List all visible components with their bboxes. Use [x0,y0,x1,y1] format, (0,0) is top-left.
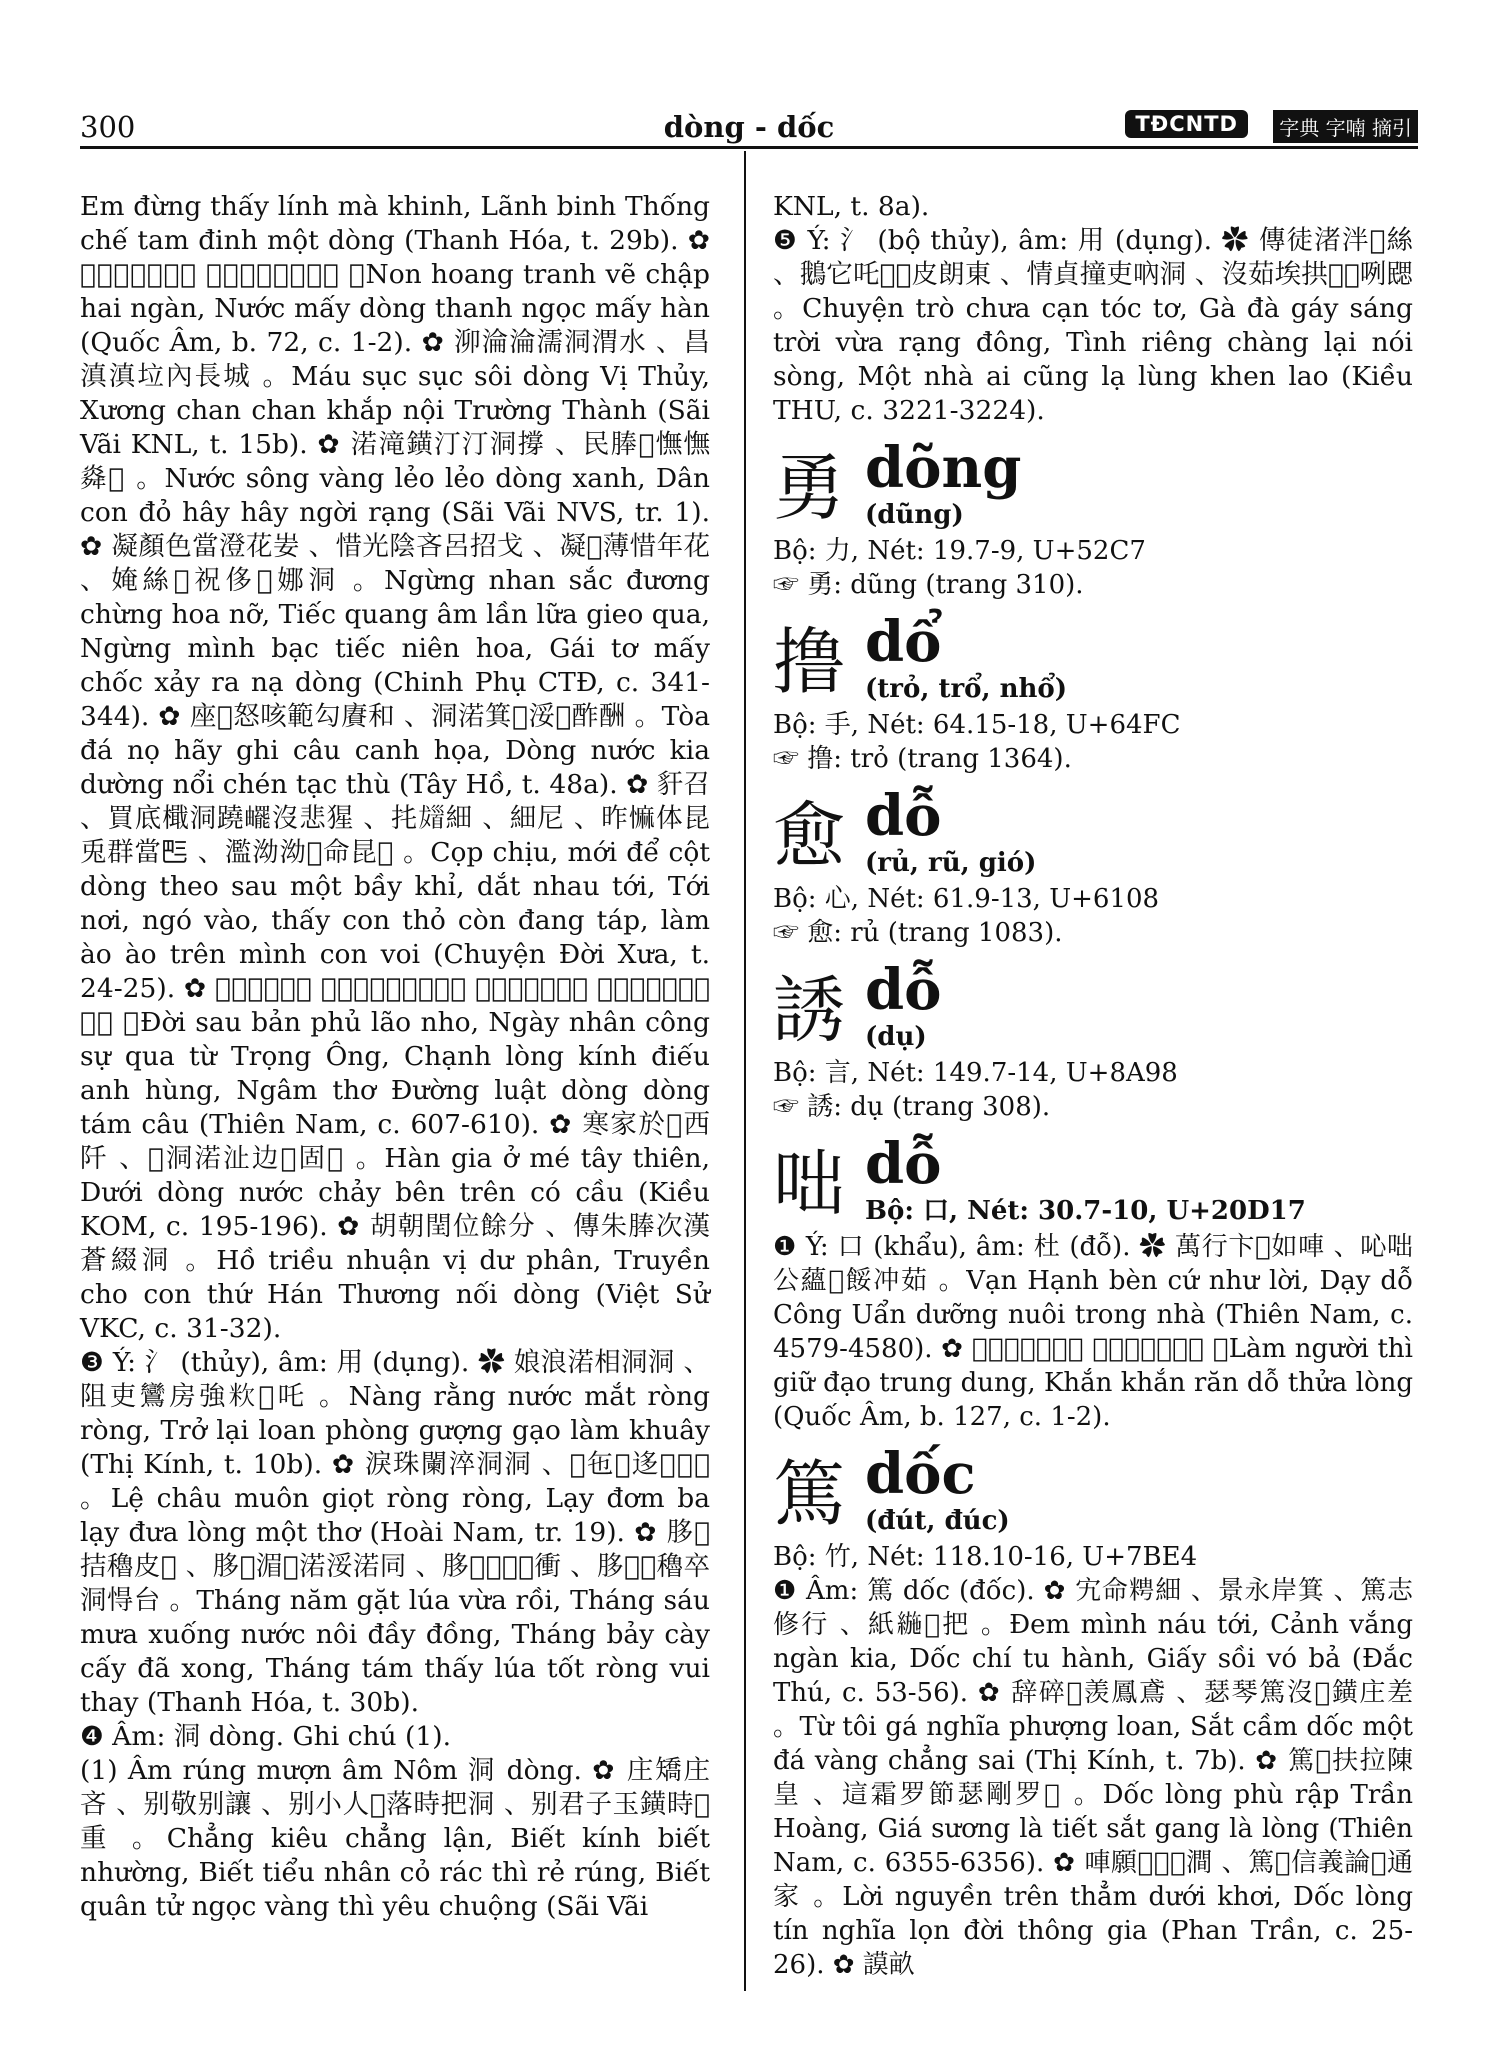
entry-text: ❸ Ý: 氵 (thủy), âm: 用 (dụng). ✿ 娘浪渃相洞洞 、阻吏鸞房強𥸷𡖼吒 。Nàng rằng nước mắt ròng ròng, Trở lại loan phòng gượng gạo làm khuây (Thị Kính, t. 10b). ✿ 淚珠闌淬洞洞 、𢬣㐌𢬣迻𢚸𠁀𤵾 。Lệ châu muôn giọt ròng ròng, Lạy đơm ba lạy đưa lòng một thơ (Hoài Nam, tr. 19). ✿ 䏧𦁀拮穭皮𣠥 、䏧𠇮湄𥗃渃浽渃同 、䏧𢶢𦓿𣗓𡀮衝 、䏧𠦳𦹵穭卒洞㥂台 。Tháng năm gặt lúa vừa rồi, Tháng sáu mưa xuống nước nôi đầy đồng, Tháng bảy cày cấy đã xong, Tháng tám thấy lúa tốt ròng vui thay (Thanh Hóa, t. 30b). [80,1347,710,1718]
entry-headword: dổ [865,609,942,675]
header-rule [80,146,1418,149]
entry-text: ❶ Ý: 口 (khẩu), âm: 杜 (đỗ). ✿ 萬行卞𢭮如唓 、吣咄公蘊𩛷餒冲茹 。Vạn Hạnh bèn cứ như lời, Dạy dỗ Công Uẩn dưỡng nuôi trong nhà (Thiên Nam, c. 4579-4580). ✿ 𡗉得𢪏渚道中庸 、𢘾𢘾𠼦咄所𢚸 。Làm người thì giữ đạo trung dung, Khắn khắn răn dỗ thửa lòng (Quốc Âm, b. 127, c. 1-2). [773,1232,1413,1432]
entry-radical: Bộ: 口, Nét: 30.7-10, U+20D17 [865,1196,1306,1226]
left-column [80,190,710,1924]
entry-headword: dỗ [865,783,942,849]
dict-entry [773,1131,1413,1434]
entry-crossref: ☞ 愈: rủ (trang 1083). [773,918,1063,948]
dict-entry [773,957,1413,1124]
entry-headword: dỗ [865,1131,942,1197]
entry-character: 篤 [773,1452,846,1536]
entry-character: 勇 [773,446,846,530]
dict-entry [773,1441,1413,1982]
entry-headword: dỗ [865,957,942,1023]
entry-text: ❶ Âm: 篤 dốc (đốc). ✿ 宄命𥺒細 、景永岸箕 、篤志修行 、紙𦂛𢂎把 。Đem mình náu tới, Cảnh vắng ngàn kia, Dốc chí tu hành, Giấy sồi vó bả (Đắc Thú, c. 53-56). ✿ 辞碎𡛔羡鳳鳶 、瑟琴篤沒𥒥鐄庄差 。Từ tôi gá nghĩa phượng loan, Sắt cầm dốc một đá vàng chẳng sai (Thị Kính, t. 7b). ✿ 篤𢚸扶拉陳皇 、這霜罗節瑟剛罗𢚸 。Dốc lòng phù rập Trần Hoàng, Giá sương là tiết sắt gang là lòng (Thiên Nam, c. 6355-6356). ✿ 唓願𨕭𣼽𨑜澗 、篤𢚸信義論𦹵通家 。Lời nguyền trên thẳm dưới khơi, Dốc lòng tín nghĩa lọn đời thông gia (Phan Trần, c. 25-26). ✿ 謨畝 [773,1576,1413,1980]
series-logo: TĐCNTD [1125,110,1248,138]
dict-entry [773,435,1413,602]
entry-readings: (đút, đúc) [865,1506,1010,1536]
entry-head [773,609,1413,708]
entry-readings: (dũng) [865,500,964,530]
entry-head [773,783,1413,882]
entry-text: KNL, t. 8a). [773,191,930,222]
entry-head [773,1441,1413,1540]
dict-entry [773,783,1413,950]
page-number: 300 [80,110,136,144]
entry-head [773,435,1413,534]
entry-head [773,1131,1413,1230]
dict-entry [773,609,1413,776]
entry-readings: (dụ) [865,1022,927,1052]
entry-radical: Bộ: 言, Nét: 149.7-14, U+8A98 [773,1058,1178,1088]
dictionary-logo: 字典 字喃 摘引 [1273,110,1418,143]
entry-text: Em đừng thấy lính mà khinh, Lãnh binh Thống chế tam đinh một dòng (Thanh Hóa, t. 29b). ✿ 𡎝荒幀尾蟄𡶀岸 、渃𡗉洞清玉𡗉寒 。Non hoang tranh vẽ chập hai ngàn, Nước mấy dòng thanh ngọc mấy hàn (Quốc Âm, b. 72, c. 1-2). ✿ 泖淪淪濡洞渭水 、昌滇滇垃內長城 。Máu sục sục sôi dòng Vị Thủy, Xương chan chan khắp nội Trường Thành (Sãi Vãi KNL, t. 15b). ✿ 渃滝鐄汀汀洞撐 、民䏾𧋆憮憮㷠𤈜 。Nước sông vàng lẻo lẻo dòng xanh, Dân con đỏ hây hây ngời rạng (Sãi Vãi NVS, tr. 1). ✿ 凝顏色當澄花妛 、惜光陰吝呂招戈 、凝𩢬薄惜年花 、㛪絲𡗉祝侈𠑬娜洞 。Ngừng nhan sắc đương chừng hoa nỡ, Tiếc quang âm lần lữa gieo qua, Ngừng mình bạc tiếc niên hoa, Gái tơ mấy chốc xảy ra nạ dòng (Chinh Phụ CTĐ, c. 341-344). ✿ 座𥒥怒咳範勾賡和 、洞渃箕𩵜浽𢭸酢酬 。Tòa đá nọ hãy ghi câu canh họa, Dòng nước kia dường nổi chén tạc thù (Tây Hồ, t. 48a). ✿ 豻召 、買底檝洞蹺𤳸沒悲猩 、扥𩠖細 、細尼 、昨𢠩体昆兎群當𠀧 、濫泑泑𨖅命昆𤠄 。Cọp chịu, mới để cột dòng theo sau một bầy khỉ, dắt nhau tới, Tới nơi, ngó vào, thấy con thỏ còn đang táp, làm ào ào trên mình con voi (Chuyện Đời Xưa, t. 24-25). ✿ 𦲿𢹣本府老儒 、㖡因公事戈祠仲翁 、鄭𢚸敬吊英雄 、吟𤵾唐律洞洞𣌞句 。Đời sau bản phủ lão nho, Ngày nhân công sự qua từ Trọng Ông, Chạnh lòng kính điếu anh hùng, Ngâm thơ Đường luật dòng dòng tám câu (Thiên Nam, c. 607-610). ✿ 寒家於𠓨西阡 、𥪝洞渃沚边𨖅固𣖟 。Hàn gia ở mé tây thiên, Dưới dòng nước chảy bên trên có cầu (Kiều KOM, c. 195-196). ✿ 胡朝閏位餘分 、傳朱䏾次漢蒼綴洞 。Hồ triều nhuận vị dư phân, Truyền cho con thứ Hán Thương nối dòng (Việt Sử VKC, c. 31-32). [80,191,710,1344]
running-title: dòng - dốc [663,110,835,144]
entry-radical: Bộ: 力, Nét: 19.7-9, U+52C7 [773,536,1146,566]
entry-head [773,957,1413,1056]
entry-crossref: ☞ 撸: trỏ (trang 1364). [773,744,1072,774]
entry-character: 咄 [773,1142,846,1226]
entry-headword: dõng [865,435,1022,501]
entry-character: 撸 [773,620,846,704]
entry-text: ❺ Ý: 氵 (bộ thủy), âm: 用 (dụng). ✿ 傳徒渚泮𩯀絲 、鵝它吒𠛌𡗶皮朗東 、情貞撞吏吶洞 、沒茹埃拱𨖲𨔍咧㥸 。Chuyện trò chưa cạn tóc tơ, Gà đà gáy sáng trời vừa rạng đông, Tình riêng chàng lại nói sòng, Một nhà ai cũng lạ lùng khen lao (Kiều THU, c. 3221-3224). [773,225,1413,426]
entry-radical: Bộ: 竹, Nét: 118.10-16, U+7BE4 [773,1542,1198,1572]
entry-text: (1) Âm rúng mượn âm Nôm 洞 dòng. ✿ 庄矯庄吝 、别敬别讓 、别小人𨫊落時把洞 、别君子玉鐄時𢞅重 。Chẳng kiêu chẳng lận, Biết kính biết nhường, Biết tiểu nhân cỏ rác thì rẻ rúng, Biết quân tử ngọc vàng thì yêu chuộng (Sãi Vãi [80,1755,710,1922]
entry-headword: dốc [865,1441,976,1507]
entry-radical: Bộ: 手, Nét: 64.15-18, U+64FC [773,710,1181,740]
entry-crossref: ☞ 誘: dụ (trang 308). [773,1092,1051,1122]
entry-text: ❹ Âm: 洞 dòng. Ghi chú (1). [80,1721,452,1752]
entry-character: 愈 [773,794,846,878]
entry-character: 誘 [773,968,846,1052]
page-header [80,110,1418,150]
entry-readings: (trỏ, trổ, nhổ) [865,674,1068,704]
right-column [773,190,1413,1982]
column-divider [744,151,746,1991]
entry-readings: (rủ, rũ, gió) [865,848,1037,878]
entry-crossref: ☞ 勇: dũng (trang 310). [773,570,1084,600]
entry-radical: Bộ: 心, Nét: 61.9-13, U+6108 [773,884,1160,914]
